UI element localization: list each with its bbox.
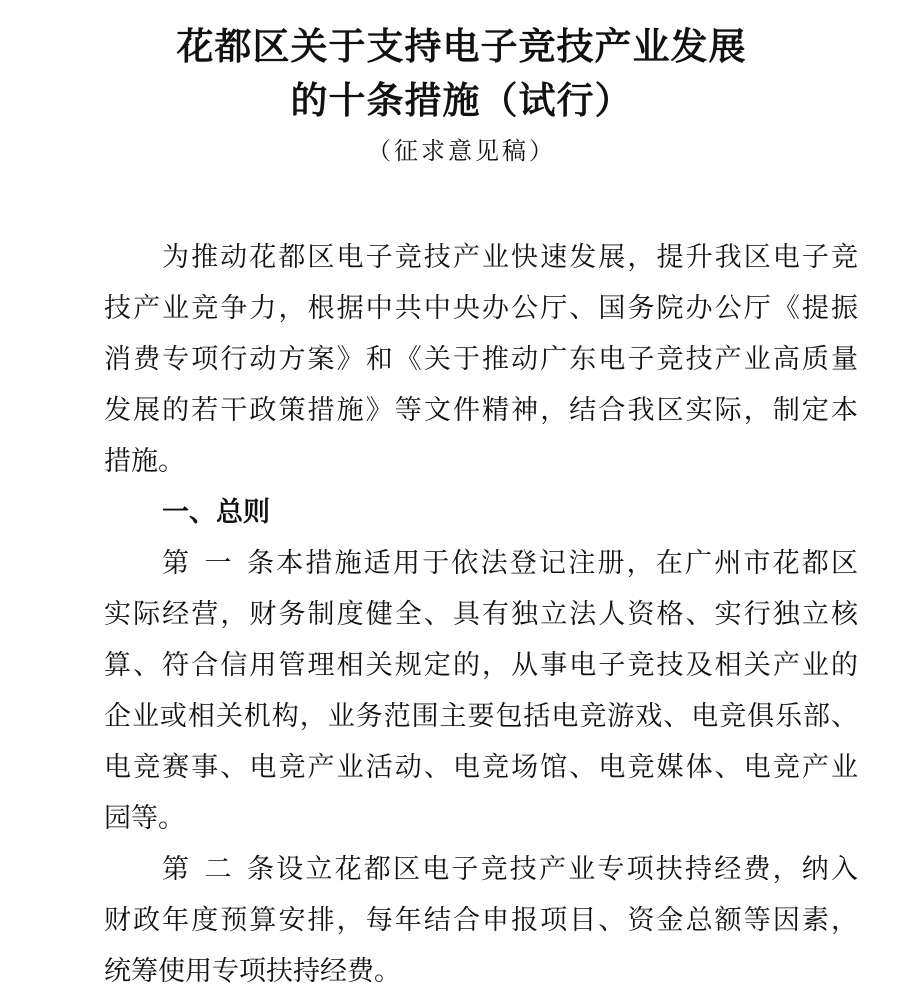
section-heading: 一、总则	[162, 497, 270, 528]
preamble-line: 技产业竞争力，根据中共中央办公厅、国务院办公厅《提振	[104, 293, 858, 324]
document-subtitle: （征求意见稿）	[367, 137, 556, 165]
article-2-label: 第二条	[162, 854, 274, 885]
article-1-line: 园等。	[104, 803, 185, 834]
article-2-line: 统筹使用专项扶持经费。	[104, 956, 401, 987]
article-2-first-text: 设立花都区电子竞技产业专项扶持经费，纳入	[274, 854, 858, 885]
article-1-line: 实际经营，财务制度健全、具有独立法人资格、实行独立核	[104, 599, 858, 630]
article-1-line: 企业或相关机构，业务范围主要包括电竞游戏、电竞俱乐部、	[104, 701, 858, 732]
article-1-first-text: 本措施适用于依法登记注册，在广州市花都区	[274, 548, 858, 579]
article-2-first-line	[162, 852, 858, 888]
preamble-line: 为推动花都区电子竞技产业快速发展，提升我区电子竞	[162, 242, 858, 273]
preamble-line: 发展的若干政策措施》等文件精神，结合我区实际，制定本	[104, 395, 858, 426]
article-1-line: 电竞赛事、电竞产业活动、电竞场馆、电竞媒体、电竞产业	[104, 752, 858, 783]
document-title-line-1: 花都区关于支持电子竞技产业发展	[176, 24, 747, 68]
article-2-line: 财政年度预算安排，每年结合申报项目、资金总额等因素，	[104, 905, 858, 936]
article-1-label: 第一条	[162, 548, 274, 579]
document-title-line-2: 的十条措施（试行）	[290, 78, 633, 122]
article-1-first-line	[162, 546, 858, 582]
article-1-line: 算、符合信用管理相关规定的，从事电子竞技及相关产业的	[104, 650, 858, 681]
preamble-line: 措施。	[104, 446, 185, 477]
preamble-line: 消费专项行动方案》和《关于推动广东电子竞技产业高质量	[104, 344, 858, 375]
